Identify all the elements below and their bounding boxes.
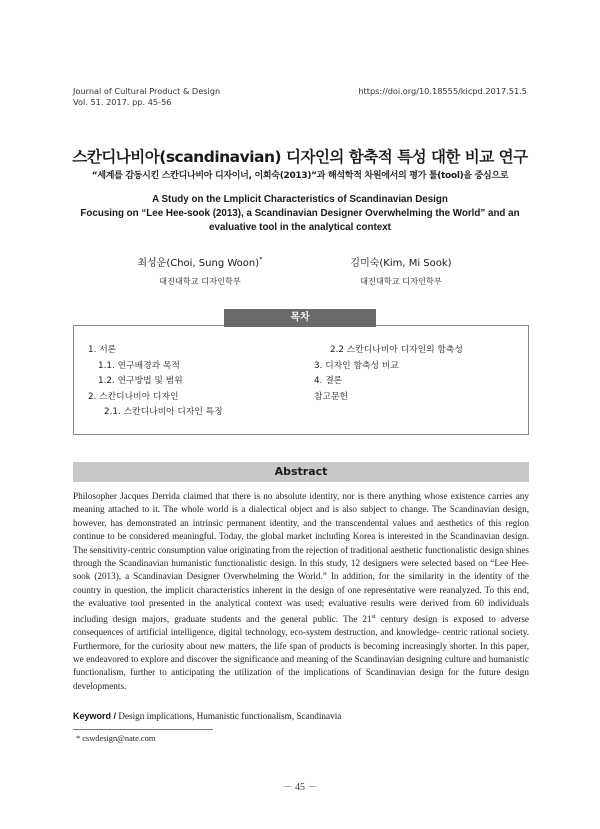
author-2 (291, 254, 511, 287)
english-title-line-1: A Study on the Lmplicit Characteristics of Scandinavian Design (152, 194, 448, 205)
korean-subtitle: “세계를 감동시킨 스칸디나비아 디자이너, 이희숙(2013)”과 해석학적 차원에서의 평가 툴(tool)을 중심으로 (91, 171, 509, 181)
toc-item: 2.1. 스칸디나비아 디자인 특징 (104, 407, 223, 418)
author-1 (90, 254, 310, 287)
abstract-text-part-1: Philosopher Jacques Derrida claimed that there is no absolute identity, nor is there anything whose existence carries any meaning attached to it. The whole world is a dialectical object and is also subject to change. The Scandinavian design, however, has demonstrated an intrinsic permanent identity, and the transcendental values and aesthetics of this region continue to be considered meaningful. Today, the global market including Korea is interested in the Scandinavian design. The sensitivity-centric consumption value originating from the rejection of traditional aesthetic functionalistic design shines through the Scandinavian humanistic functionalistic design. In this study, 12 designers were selected based on “Lee Hee-sook (2013), a Scandinavian Designer Overwhelming the World.” In addition, for the similarity in the identity of the country in question, the implicit characteristics inherent in the design of one representative were reanalyzed. To this end, the evaluative tool presented in the analytical context was used; evaluative results were derived from 60 individuals including design majors, graduate students and the general public. The 21 (73, 491, 529, 624)
author-1-mark: * (259, 255, 263, 264)
author-1-name: 최성운(Choi, Sung Woon) (137, 258, 260, 269)
page-number: － 45 － (282, 782, 318, 793)
authors (0, 254, 600, 294)
korean-title: 스칸디나비아(scandinavian) 디자인의 함축적 특성 대한 비교 연구 (72, 148, 528, 166)
abstract-text-part-2: century design is exposed to adverse consequences of artificial intelligence, digital technology, eco-system destruction, and knowledge- centric rational society. Furthermore, for the curiosity about new matters, the life span of products is becoming increasingly shorter. In this paper, we endeavored to explore and discover the significance and meaning of the Scandinavian designing culture and humanistic functionalism, further to anticipating the utilization of the implications of Scandinavian design for the future design developments. (73, 613, 529, 691)
author-2-name: 김미숙(Kim, Mi Sook) (350, 258, 452, 269)
english-title-line-2: Focusing on “Lee Hee-sook (2013), a Scandinavian Designer Overwhelming the World” and an (80, 208, 520, 219)
toc-item: 3. 디자인 함축성 비교 (314, 360, 399, 371)
keywords (73, 711, 529, 721)
author-1-affiliation: 대진대학교 디자인학부 (159, 276, 241, 286)
keyword-text: Design implications, Humanistic functionalism, Scandinavia (118, 711, 342, 721)
abstract-heading: Abstract (73, 462, 529, 482)
journal-name: Journal of Cultural Product & Design (73, 86, 221, 96)
footnote-divider (73, 729, 213, 730)
toc-item: 1. 서론 (88, 345, 117, 355)
english-title-line-3: evaluative tool in the analytical context (209, 222, 391, 233)
toc-item: 4. 결론 (314, 376, 343, 387)
english-title (0, 193, 600, 235)
journal-volume: Vol. 51. 2017. pp. 45-56 (73, 97, 172, 107)
table-of-contents (73, 325, 529, 435)
footnote-email: * cswdesign@nate.com (76, 734, 156, 743)
abstract-text (73, 490, 529, 693)
doi-link[interactable]: https://doi.org/10.18555/kicpd.2017.51.5 (358, 86, 527, 96)
toc-heading: 목차 (224, 309, 376, 327)
abstract-superscript: st (371, 613, 376, 620)
toc-item: 2.2 스칸디나비아 디자인의 함축성 (330, 345, 463, 355)
toc-item: 2. 스칸디나비아 디자인 (88, 391, 179, 402)
toc-left-column (88, 343, 223, 421)
toc-item: 1.1. 연구배경과 목적 (98, 360, 180, 371)
toc-right-column (314, 343, 463, 405)
keyword-label: Keyword / (73, 711, 117, 721)
author-2-affiliation: 대진대학교 디자인학부 (360, 276, 442, 286)
journal-header (73, 86, 220, 108)
toc-item: 참고문헌 (314, 391, 348, 402)
toc-item: 1.2. 연구방법 및 범위 (98, 376, 183, 387)
